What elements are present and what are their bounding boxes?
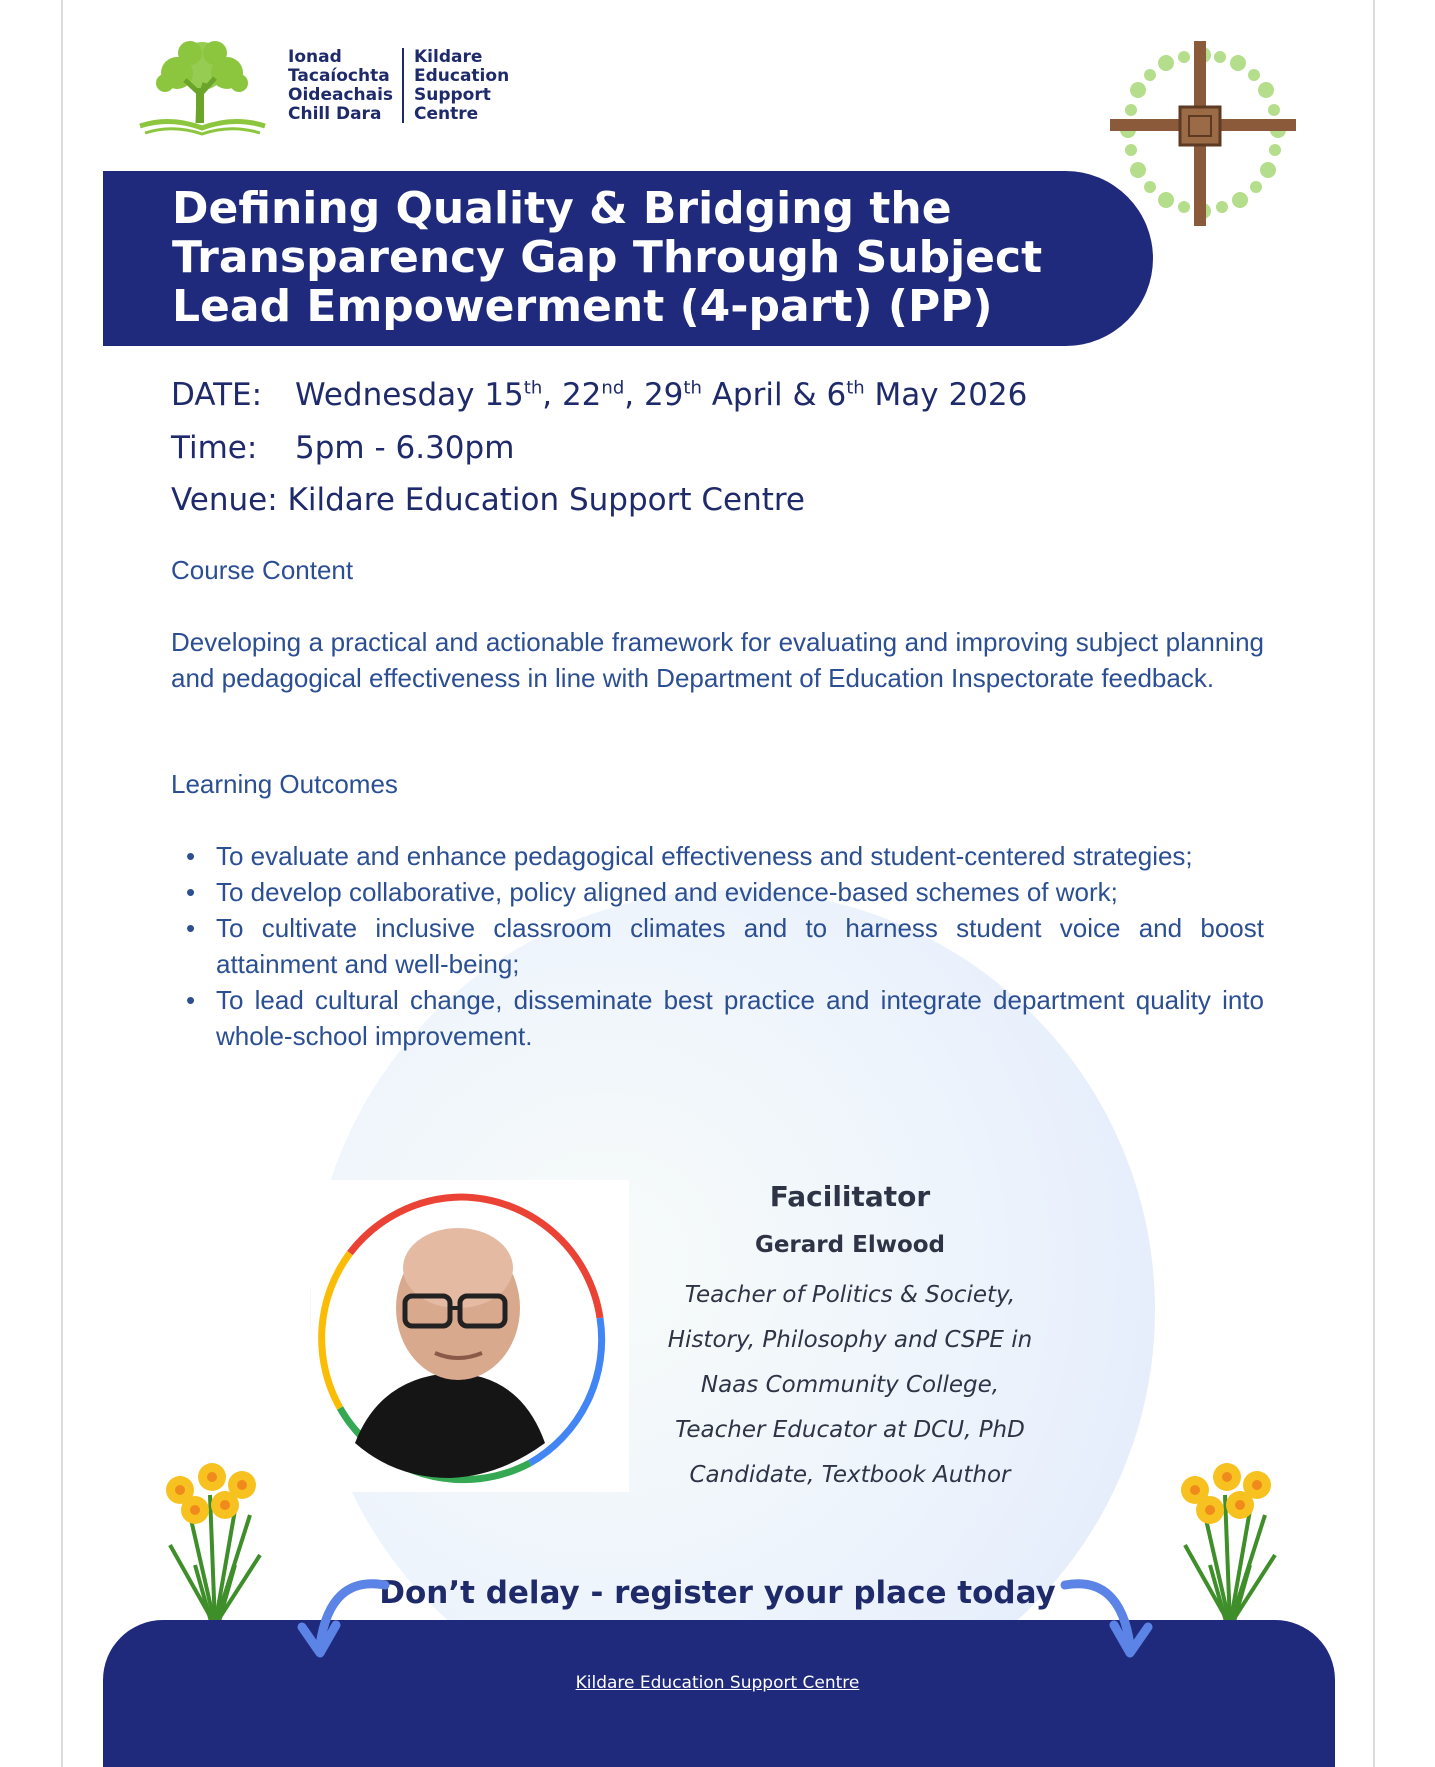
curved-arrow-icon	[1050, 1575, 1160, 1660]
outcome-text: To lead cultural change, disseminate best practice and integrate department quality into whole-school improvement.	[216, 985, 1264, 1051]
bio-line: Candidate, Textbook Author	[689, 1462, 1011, 1488]
date-part: April & 6	[701, 377, 847, 413]
logo-english-line: Support	[414, 85, 491, 105]
time-label: Time:	[171, 430, 258, 466]
logo-english-line: Education	[414, 66, 510, 86]
bullet-icon: •	[186, 841, 196, 871]
logo-irish-text	[288, 48, 393, 124]
date-suffix: th	[846, 377, 865, 399]
list-item	[171, 838, 1264, 874]
curved-arrow-icon	[290, 1575, 400, 1660]
logo-irish-line: Chill Dara	[288, 104, 382, 124]
bio-line: Naas Community College,	[700, 1372, 1000, 1398]
date-part: , 22	[542, 377, 602, 413]
logo-irish-line: Ionad	[288, 47, 342, 67]
date-value	[295, 377, 1027, 413]
date-label: DATE:	[171, 377, 263, 413]
time-value: 5pm - 6.30pm	[295, 430, 515, 466]
logo-english-line: Kildare	[414, 47, 483, 67]
list-item	[171, 874, 1264, 910]
learning-outcomes-list	[171, 838, 1264, 1054]
course-title: Defining Quality & Bridging the Transparency Gap Through Subject Lead Empowerment (4-part) (PP)	[172, 183, 1043, 332]
bio-line: Teacher of Politics & Society,	[684, 1282, 1016, 1308]
bullet-icon: •	[186, 913, 196, 943]
time-row	[171, 430, 514, 466]
bullet-icon: •	[186, 877, 196, 907]
date-suffix: th	[523, 377, 543, 399]
date-row	[171, 377, 1027, 413]
page-edge-left	[61, 0, 63, 1767]
bullet-icon: •	[186, 985, 196, 1015]
course-content-text: Developing a practical and actionable framework for evaluating and improving subject planning and pedagogical effectiveness in line with Department of Education Inspectorate feedback.	[171, 627, 1264, 693]
logo-irish-line: Tacaíochta	[288, 66, 390, 86]
list-item	[171, 982, 1264, 1054]
learning-outcomes-heading: Learning Outcomes	[171, 769, 398, 799]
date-suffix: nd	[601, 377, 625, 399]
facilitator-name: Gerard Elwood	[754, 1232, 946, 1258]
date-part: , 29	[624, 377, 684, 413]
venue-row: Venue: Kildare Education Support Centre	[171, 482, 806, 518]
outcome-text: To evaluate and enhance pedagogical effectiveness and student-centered strategies;	[216, 841, 1193, 871]
facilitator-bio	[630, 1273, 1070, 1498]
tree-logo-icon	[135, 38, 270, 138]
logo-english-line: Centre	[414, 104, 479, 124]
kesc-link[interactable]: Kildare Education Support Centre	[575, 1673, 860, 1693]
outcome-text: To cultivate inclusive classroom climates and to harness student voice and boost attainment and well-being;	[216, 913, 1264, 979]
date-suffix: th	[683, 377, 702, 399]
facilitator-photo	[310, 1188, 612, 1490]
page-edge-right	[1373, 0, 1375, 1767]
brigid-cross-icon	[1108, 35, 1298, 230]
list-item	[171, 910, 1264, 982]
register-cta: Don’t delay - register your place today	[379, 1575, 1056, 1611]
logo-divider	[402, 48, 404, 123]
bio-line: History, Philosophy and CSPE in	[667, 1327, 1033, 1353]
date-part: May 2026	[864, 377, 1028, 413]
course-content-heading: Course Content	[171, 555, 354, 585]
outcome-text: To develop collaborative, policy aligned and evidence-based schemes of work;	[216, 877, 1118, 907]
logo-english-text	[414, 48, 509, 124]
facilitator-heading: Facilitator	[769, 1180, 931, 1213]
kesc-logo	[135, 38, 535, 138]
bio-line: Teacher Educator at DCU, PhD	[675, 1417, 1025, 1443]
date-part: Wednesday 15	[295, 377, 524, 413]
logo-irish-line: Oideachais	[288, 85, 394, 105]
